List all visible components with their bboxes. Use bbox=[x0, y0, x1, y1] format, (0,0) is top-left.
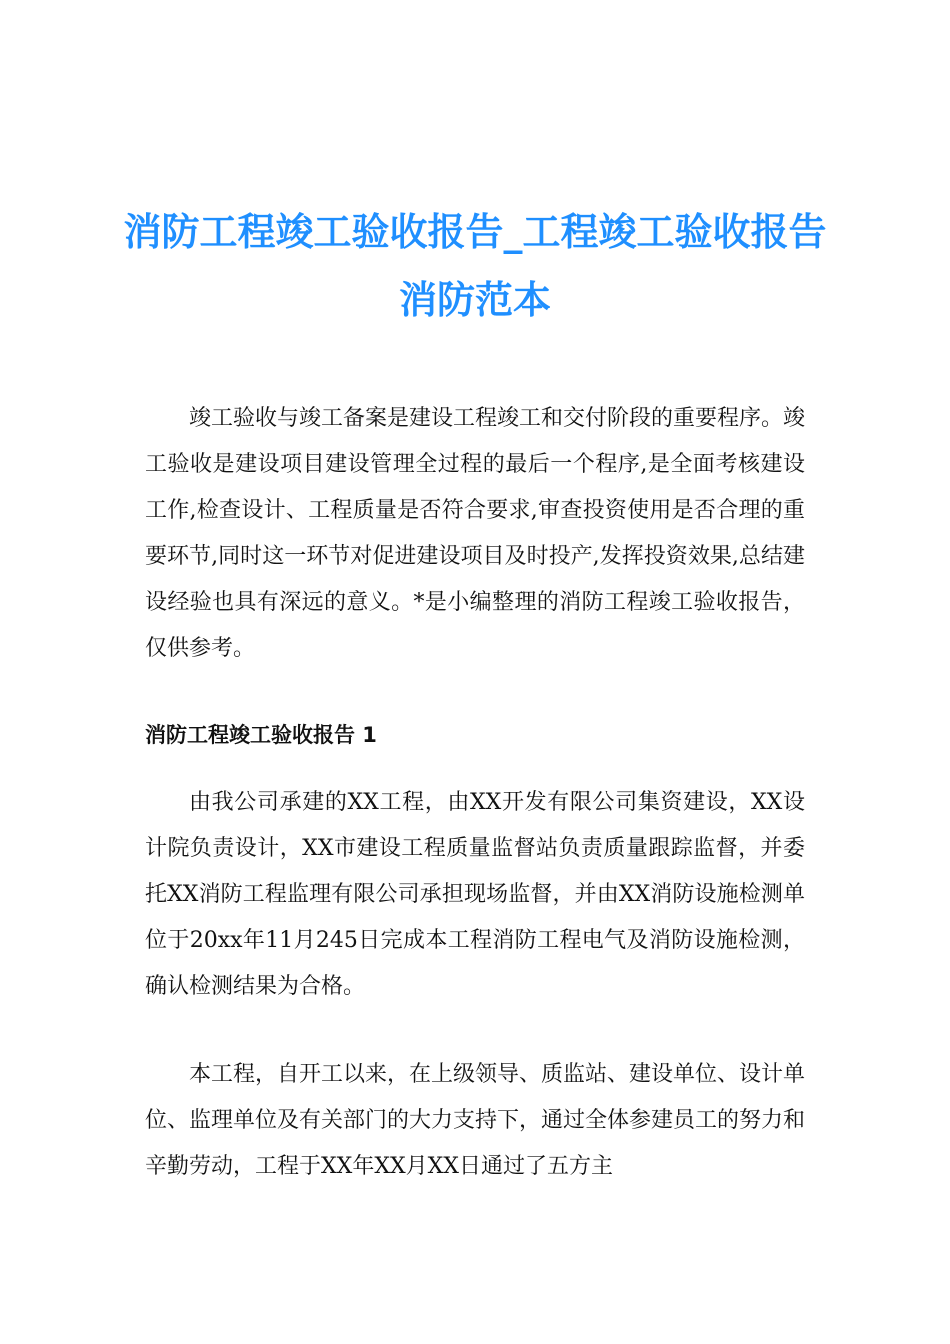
intro-paragraph: 竣工验收与竣工备案是建设工程竣工和交付阶段的重要程序。竣工验收是建设项目建设管理全过程的最后一个程序,是全面考核建设工作,检查设计、工程质量是否符合要求,审查投资使用是否合理的重要环节,同时这一环节对促进建设项目及时投产,发挥投资效果,总结建设经验也具有深远的意义。*是小编整理的消防工程竣工验收报告，仅供参考。 bbox=[145, 406, 806, 661]
section-heading: 消防工程竣工验收报告 1 bbox=[145, 723, 377, 747]
document-title: 消防工程竣工验收报告_工程竣工验收报告消防范本 bbox=[123, 210, 827, 322]
section-paragraph-2: 本工程，自开工以来，在上级领导、质监站、建设单位、设计单位、监理单位及有关部门的大力支持下，通过全体参建员工的努力和辛勤劳动，工程于XX年XX月XX日通过了五方主 bbox=[145, 1062, 806, 1179]
section-paragraph-1: 由我公司承建的XX工程，由XX开发有限公司集资建设，XX设计院负责设计，XX市建设工程质量监督站负责质量跟踪监督，并委托XX消防工程监理有限公司承担现场监督，并由XX消防设施检测单位于20xx年11月245日完成本工程消防工程电气及消防设施检测，确认检测结果为合格。 bbox=[145, 790, 805, 999]
